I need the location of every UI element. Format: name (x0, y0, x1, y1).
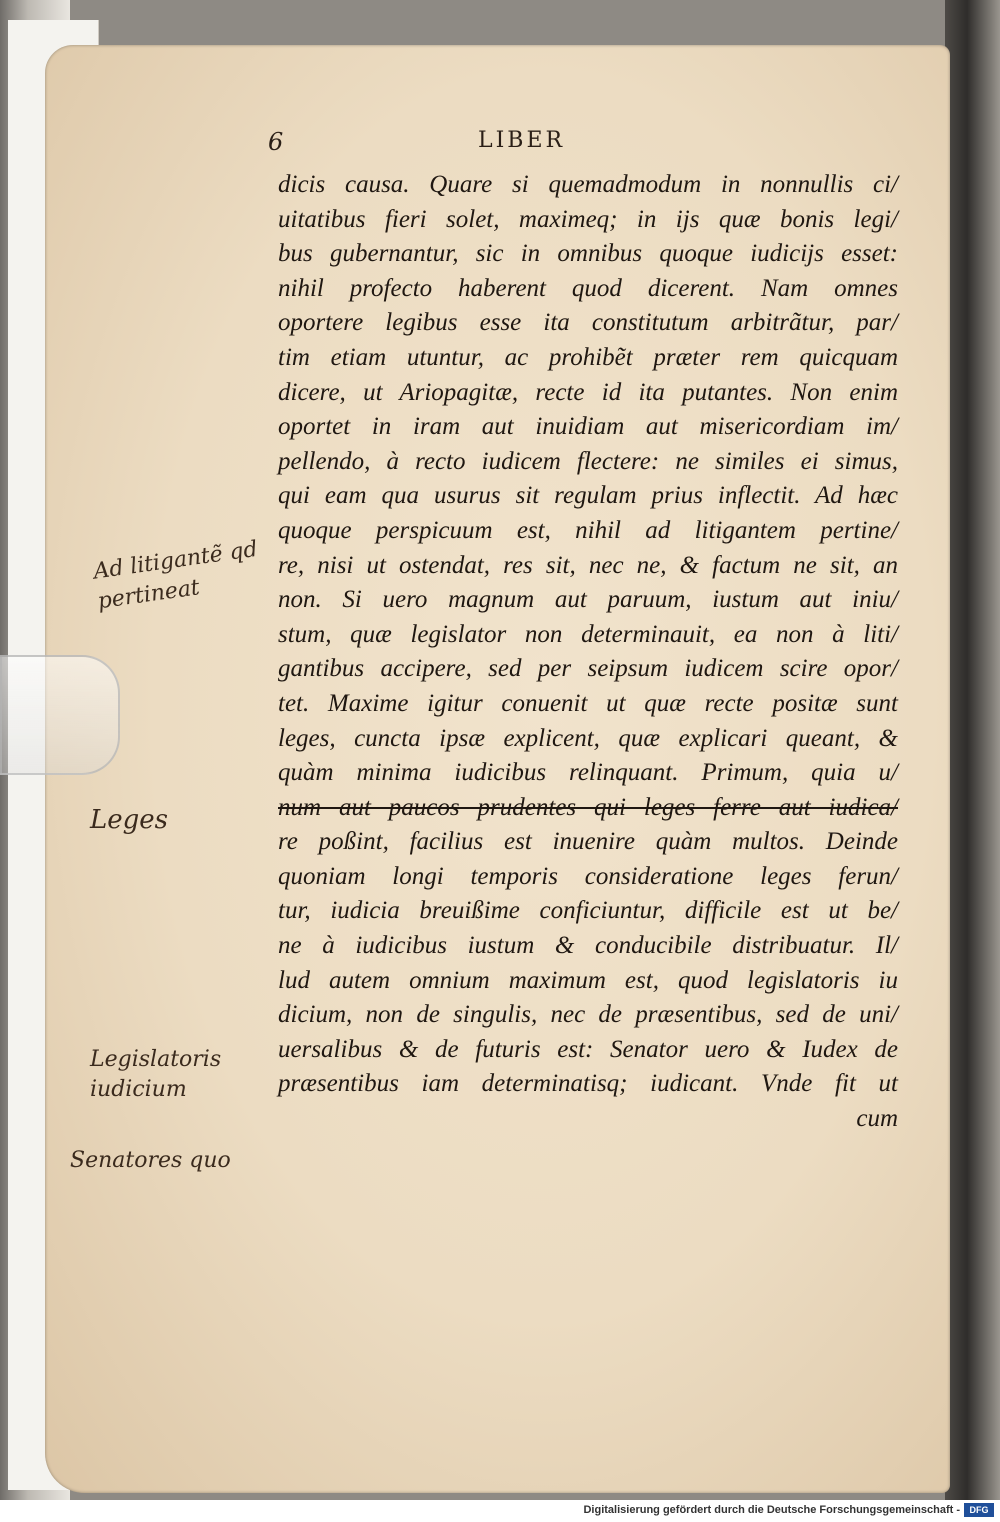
dfg-logo: DFG (964, 1503, 994, 1517)
text-line: nihil profecto haberent quod dicerent. Nam omnes (278, 274, 898, 302)
text-line: quoque perspicuum est, nihil ad litigantem pertine/ (278, 516, 898, 544)
scanner-backdrop-right (945, 0, 1000, 1500)
text-line: uersalibus & de futuris est: Senator uero & Iudex de (278, 1035, 898, 1063)
text-line: ne à iudicibus iustum & conducibile distribuatur. Il/ (278, 932, 898, 960)
text-line: stum, quæ legislator non determinauit, ea non à liti/ (278, 620, 898, 648)
text-line: pellendo, à recto iudicem flectere: ne similes ei simus, (278, 447, 898, 475)
text-line: leges, cuncta ipsæ explicent, quæ explicari queant, & (278, 724, 898, 752)
text-line: bus gubernantur, sic in omnibus quoque iudicijs esset: (278, 240, 898, 268)
text-line: gantibus accipere, sed per seipsum iudicem scire opor/ (278, 655, 898, 683)
text-line: quàm minima iudicibus relinquant. Primum, quia u/ (278, 759, 898, 787)
text-line: tet. Maxime igitur conuenit ut quæ recte positæ sunt (278, 689, 898, 717)
margin-note-senatores: Senatores quo (70, 1148, 231, 1173)
text-line: dicis causa. Quare si quemadmodum in nonnullis ci/ (278, 171, 898, 198)
text-line: re, nisi ut ostendat, res sit, nec ne, & factum ne sit, an (278, 551, 898, 579)
page-number: 6 (268, 128, 284, 156)
text-line: oportet in iram aut inuidiam aut misericordiam im/ (278, 413, 898, 441)
text-line: dicere, ut Ariopagitæ, recte id ita putantes. Non enim (278, 378, 898, 406)
footer-bar (0, 1500, 1000, 1522)
catchword: cum (856, 1105, 898, 1133)
text-line: dicium, non de singulis, nec de præsentibus, sed de uni/ (278, 1001, 898, 1029)
margin-note-litigant: Ad litigantẽ qd pertineat (91, 536, 260, 615)
text-line-struck: num aut paucos prudentes qui leges ferre aut iudica/ (278, 793, 898, 821)
text-line: re poßint, facilius est inuenire quàm multos. Deinde (278, 828, 898, 856)
footer-credit: Digitalisierung gefördert durch die Deutsche Forschungsgemeinschaft - (583, 1504, 960, 1516)
page-body (278, 168, 898, 1137)
text-line: qui eam qua usurus sit regulam prius inflectit. Ad hæc (278, 482, 898, 510)
text-line: præsentibus iam determinatisq; iudicant. Vnde fit ut (278, 1070, 898, 1098)
margin-note-legislator: Legislatoris iudicium (90, 1047, 222, 1102)
page-clip (0, 655, 120, 775)
text-line: uitatibus fieri solet, maximeq; in ijs quæ bonis legi/ (278, 205, 898, 233)
text-line: non. Si uero magnum aut paruum, iustum aut iniu/ (278, 586, 898, 614)
text-line: quoniam longi temporis consideratione leges ferun/ (278, 862, 898, 890)
text-line: tim etiam utuntur, ac prohibẽt præter rem quicquam (278, 343, 898, 371)
margin-note-leges: Leges (90, 805, 169, 835)
text-line: tur, iudicia breuißime conficiuntur, difficile est ut be/ (278, 897, 898, 925)
text-line: oportere legibus esse ita constitutum arbitrãtur, par/ (278, 309, 898, 337)
text-line: lud autem omnium maximum est, quod legislatoris iu (278, 966, 898, 994)
running-header: LIBER (478, 128, 566, 153)
